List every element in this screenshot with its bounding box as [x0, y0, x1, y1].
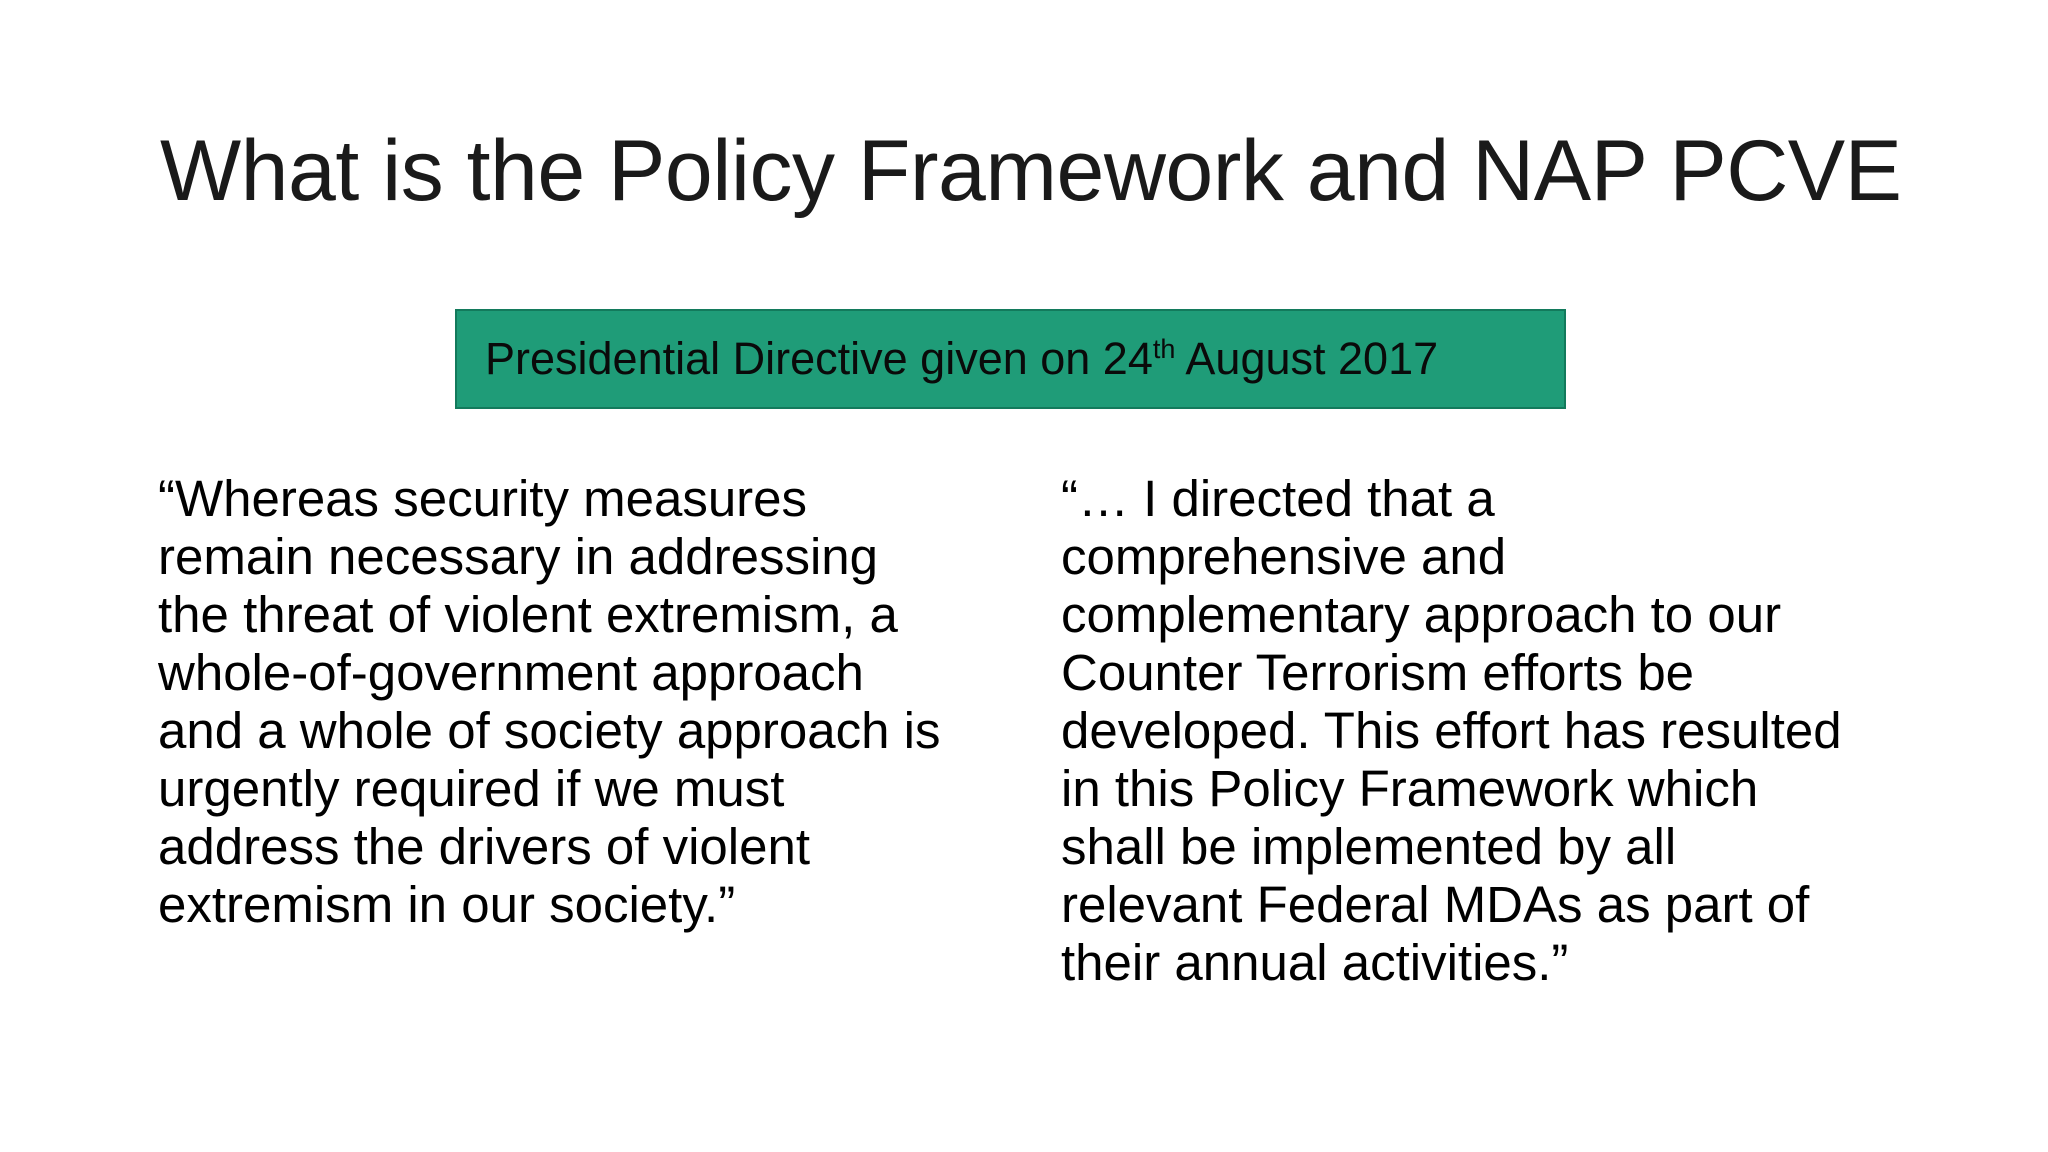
quote-right-line: complementary approach to our [1061, 586, 1782, 643]
quote-right-line: relevant Federal MDAs as part of [1061, 876, 1810, 933]
quote-left-line: whole-of-government approach [158, 644, 864, 701]
quote-right-line: in this Policy Framework which [1061, 760, 1759, 817]
directive-text-suffix: August 2017 [1175, 333, 1439, 384]
quote-left-line: remain necessary in addressing [158, 528, 879, 585]
quote-left-line: extremism in our society.” [158, 876, 736, 933]
quote-left-line: and a whole of society approach is [158, 702, 941, 759]
quote-right-line: comprehensive and [1061, 528, 1507, 585]
directive-text-prefix: Presidential Directive given on 24 [485, 333, 1153, 384]
directive-text [485, 331, 1438, 387]
quote-right-line: shall be implemented by all [1061, 818, 1677, 875]
quote-right-line: “… I directed that a [1061, 470, 1495, 527]
quote-left-line: urgently required if we must [158, 760, 785, 817]
quote-right-line: developed. This effort has resulted [1061, 702, 1842, 759]
slide-title: What is the Policy Framework and NAP PCVE [160, 123, 1902, 219]
quote-left-line: the threat of violent extremism, a [158, 586, 898, 643]
quote-right-line: their annual activities.” [1061, 934, 1569, 991]
quote-right-line: Counter Terrorism efforts be [1061, 644, 1695, 701]
directive-banner [455, 309, 1566, 409]
directive-date-superscript: th [1152, 334, 1176, 364]
quote-left-line: address the drivers of violent [158, 818, 810, 875]
quote-right [1061, 470, 1961, 992]
quote-left [158, 470, 1038, 934]
quote-left-line: “Whereas security measures [158, 470, 808, 527]
